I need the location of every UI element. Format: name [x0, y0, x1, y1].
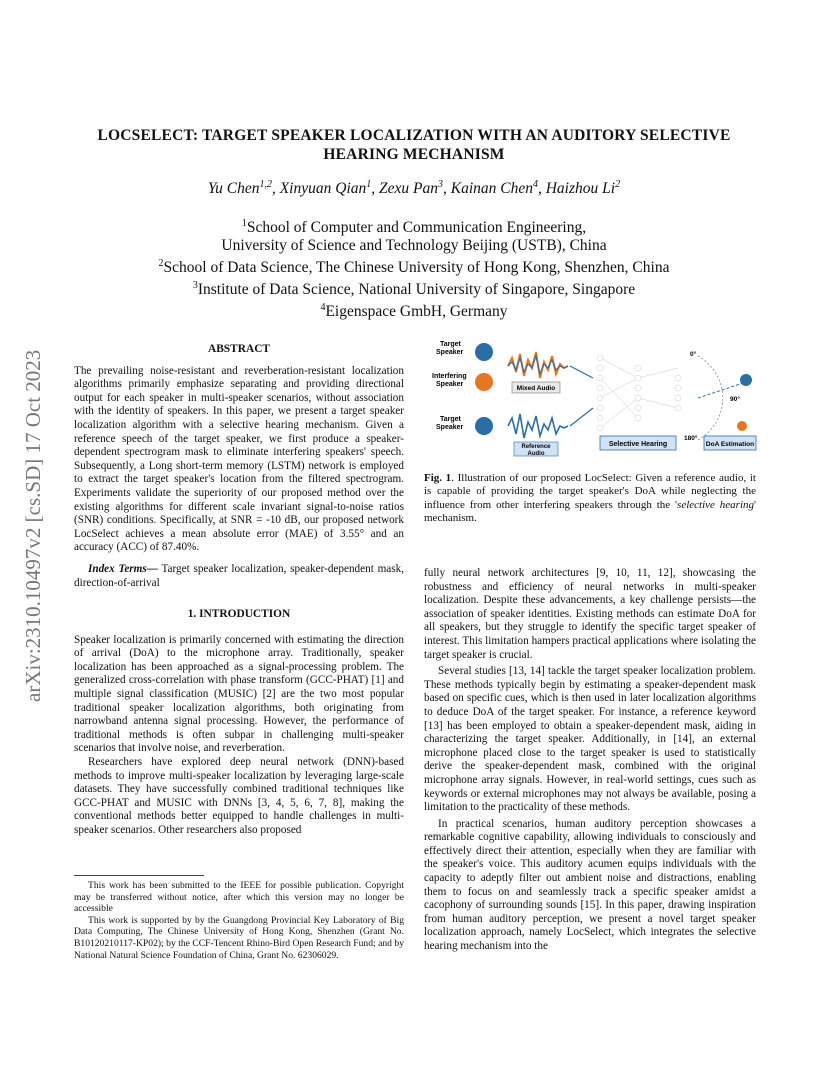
author: Haizhou Li: [545, 180, 616, 198]
target-position-icon: [740, 374, 752, 386]
doa-arc: [698, 356, 723, 440]
author-aff: 1,2: [259, 179, 272, 190]
caption-end: ' mechanism.: [424, 498, 756, 525]
affiliation-text: School of Computer and Communication Engineering,: [246, 219, 587, 237]
mixed-waveform: [508, 352, 568, 378]
left-column: [74, 343, 404, 838]
author: Yu Chen: [207, 180, 260, 198]
affiliation: [60, 277, 768, 299]
footnote-1: This work has been submitted to the IEEE for possible publication. Copyright may be transferred without notice, after which this version may no longer be accessible: [74, 880, 404, 915]
right-paragraph-3: In practical scenarios, human auditory perception showcases a remarkable cognitive capability, allowing individuals to consciously and effectively direct their attention, especially when they are familiar with the speaker's voice. This auditory acumen equips individuals with the capacity to adeptly filter out ambient noise and distractions, enabling them to focus on and seamlessly track a specific speaker amidst a cacophony of surrounding sounds [15]. In this paper, drawing inspiration from human auditory perception, we present a novel target speaker localization approach, namely LocSelect, which integrates the selective hearing mechanism into the: [424, 817, 756, 953]
author-list: Yu Chen$^{1,2}$, Xinyuan Qian$^1$, Zexu Pan$^3$, Kainan Chen$^4$, Haizhou Li$^2$: [207, 179, 621, 198]
reference-audio-label: Reference Audio: [521, 444, 551, 457]
affiliation: [60, 299, 768, 321]
label-interfering-speaker: Interfering Speaker: [432, 373, 467, 388]
deg-0-label: 0°: [690, 351, 697, 358]
affiliation-sup: 2: [158, 258, 164, 270]
abstract-heading: ABSTRACT: [207, 343, 271, 355]
target-head-icon: [475, 343, 493, 361]
author: Kainan Chen: [450, 180, 533, 198]
abstract-text: The prevailing noise-resistant and reverberation-resistant localization algorithms primarily emphasize separating and providing directional output for each speaker in multi-speaker scenarios, without association with the identity of speakers. In this paper, we present a target speaker localization algorithm with a selective hearing mechanism. Given a reference speech of the target speaker, we first produce a speaker-dependent spectrogram mask to eliminate interfering speakers' speech. Subsequently, a Long short-term memory (LSTM) network is employed to extract the target speaker's location from the filtered spectrogram. Experiments validate the superiority of our proposed method over the existing algorithms for different scale invariant signal-to-noise ratios (SNR) conditions. Specifically, at SNR = -10 dB, our proposed network LocSelect achieves a mean absolute error (MAE) of 3.55° and an accuracy (ACC) of 87.40%.: [74, 364, 404, 554]
paper-title: [60, 126, 768, 164]
author-aff: 3: [437, 179, 443, 190]
neural-network-icon: [597, 355, 681, 431]
affiliation-text: School of Data Science, The Chinese University of Hong Kong, Shenzhen, China: [163, 259, 670, 277]
affiliation-text: University of Science and Technology Beijing (USTB), China: [221, 237, 607, 255]
caption-text: . Illustration of our proposed LocSelect: Given a reference audio, it is capable of providing the target speaker's DoA while neglecting the influence from other interfering speakers through the ': [424, 472, 756, 511]
affiliation-text: Eigenspace GmbH, Germany: [325, 303, 508, 321]
author: Zexu Pan: [379, 180, 438, 198]
intro-paragraph-2: Researchers have explored deep neural network (DNN)-based methods to improve multi-speaker localization by leveraging large-scale datasets. They have successfully combined traditional techniques like GCC-PHAT and MUSIC with DNNs [3, 4, 5, 6, 7, 8], making the conventional methods better equipped to handle challenges in multi-speaker scenarios. Other researchers also proposed: [74, 756, 404, 836]
footnotes: [74, 880, 404, 961]
title-line-2: HEARING MECHANISM: [323, 146, 505, 163]
affiliation-sup: 1: [241, 218, 247, 229]
index-terms: [74, 563, 404, 590]
affiliation: [60, 237, 768, 255]
mixed-audio-label: Mixed Audio: [516, 385, 556, 392]
intro-heading: 1. INTRODUCTION: [187, 608, 291, 621]
label-target-speaker: Target Speaker: [436, 341, 464, 356]
label-target-speaker-2: Target Speaker: [436, 416, 464, 431]
target-head-icon-2: [475, 417, 493, 435]
affiliation: [60, 255, 768, 277]
affiliation-sup: 4: [320, 302, 326, 314]
interfering-position-icon: [737, 421, 747, 431]
author-aff: 2: [615, 179, 621, 190]
affiliation: [60, 215, 768, 237]
figure-1: [428, 338, 758, 460]
selective-hearing-label: Selective Hearing: [608, 441, 668, 448]
arxiv-stamp: [10, 290, 50, 710]
interfering-head-icon: [475, 373, 493, 391]
right-column: [424, 567, 756, 954]
doa-estimation-label: DoA Estimation: [705, 441, 755, 448]
author: Xinyuan Qian: [279, 180, 367, 198]
intro-paragraph-1: Speaker localization is primarily concerned with estimating the direction of arrival (DoA) to the microphone array. Traditionally, speaker localization has been approached as a signal-processing problem. The generalized cross-correlation with phase transform (GCC-PHAT) [1] and multiple signal classification (MUSIC) [2] are the two most popular traditional speaker localization algorithms, both originating from narrowband antenna signal processing. However, the performance of traditional methods is often subpar in challenging multi-speaker scenarios that involve noise, and reverberation.: [74, 633, 404, 755]
right-paragraph-1: fully neural network architectures [9, 10, 11, 12], showcasing the robustness and efficiency of neural networks in multi-speaker localization. Despite these advancements, a key challenge persists—the association of speaker identities. Existing methods can estimate DoA for all speakers, but they struggle to identify the specific target speaker of interest. This limitation hampers practical applications where isolating the target speaker is crucial.: [424, 567, 756, 661]
arxiv-stamp-text: arXiv:2310.10497v2 [cs.SD] 17 Oct 2023: [21, 349, 45, 702]
caption-label: Fig. 1: [424, 472, 452, 484]
index-terms-label: Index Terms—: [88, 562, 158, 575]
deg-180-label: 180°: [684, 435, 698, 442]
reference-waveform: [508, 414, 568, 438]
author-aff: 1: [366, 179, 372, 190]
affiliation-text: Institute of Data Science, National University of Singapore, Singapore: [197, 281, 636, 299]
deg-90-label: 90°: [730, 396, 740, 403]
figure-diagram: [428, 338, 758, 460]
author-aff: 4: [532, 179, 538, 190]
figure-caption: [424, 472, 756, 526]
affiliation-sup: 3: [192, 280, 198, 292]
right-paragraph-2: Several studies [13, 14] tackle the target speaker localization problem. These methods typically begin by estimating a speaker-dependent mask based on specific cues, which is then used in later localization algorithms to deduce DoA of the target speaker. For instance, a reference keyword [13] has been employed to obtain a speaker-dependent mask, aiding in characterizing the target speaker. Additionally, in [14], an external microphone placed close to the target speaker is used to statistically derive the speaker-dependent mask, combined with the original microphone array signals. However, in real-world settings, cues such as keywords or external microphones may not always be available, posing a limitation to the practicality of these methods.: [424, 665, 756, 814]
footnote-rule: [74, 875, 204, 876]
title-line-1: LOCSELECT: TARGET SPEAKER LOCALIZATION WITH AN AUDITORY SELECTIVE: [97, 127, 731, 144]
affiliations: [60, 215, 768, 322]
caption-emphasis: selective hearing: [677, 498, 755, 511]
index-terms-text: Target speaker localization, speaker-dependent mask, direction-of-arrival: [74, 562, 404, 589]
footnote-2: This work is supported by by the Guangdong Provincial Key Laboratory of Big Data Computing, The Chinese University of Hong Kong, Shenzhen (Grant No. B10120210117-KP02); by the CCF-Tencent Rhino-Bird Open Research Fund; and by National Natural Science Foundation of China, Grant No. 62306029.: [74, 914, 404, 961]
